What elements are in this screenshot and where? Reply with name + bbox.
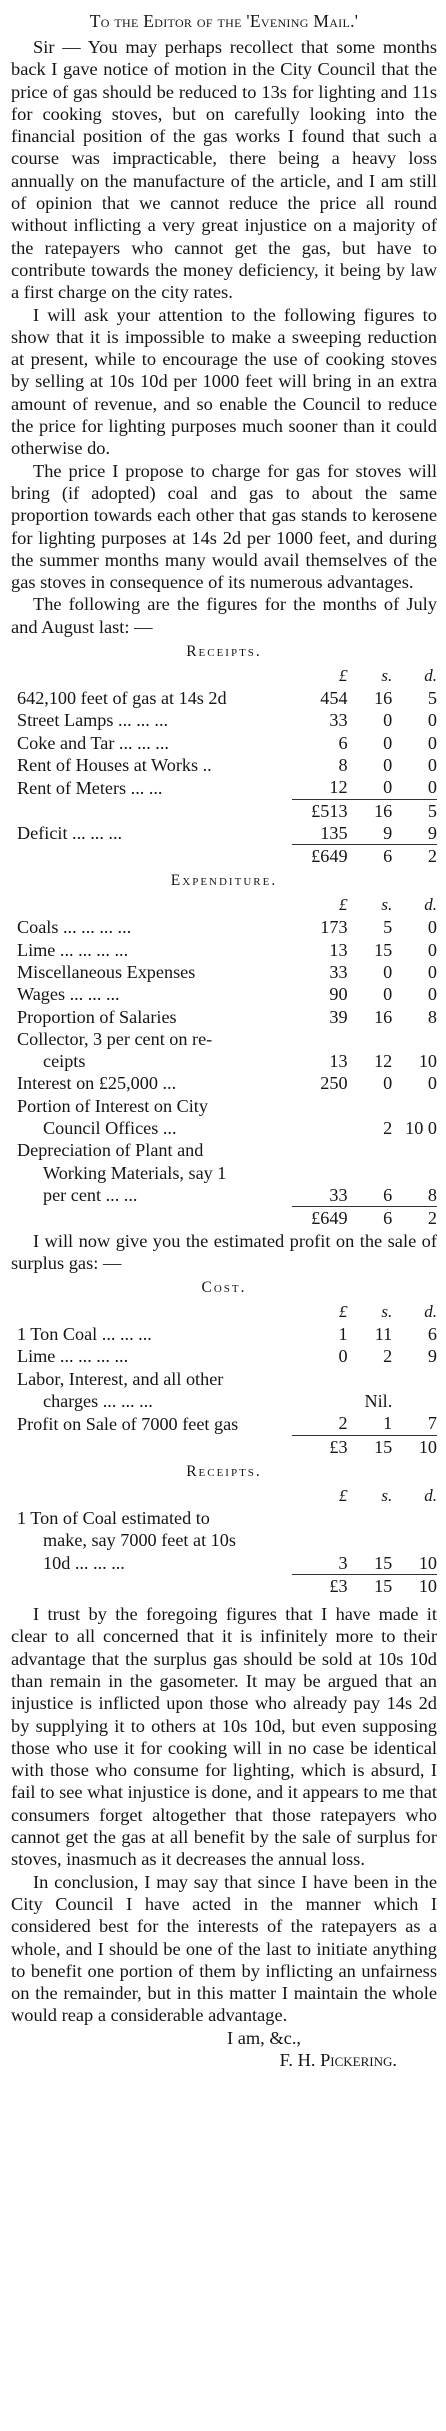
expenditure-pence: 10 [418,1051,437,1072]
receipts-table [11,665,437,867]
cost-total-shillings: 15 [348,1435,393,1458]
deficit-pounds: 135 [320,822,348,843]
cost-row [11,1323,437,1345]
expenditure-shillings [348,1095,393,1117]
receipts-shillings: 16 [374,688,393,709]
deficit-shillings: 9 [383,822,393,843]
expenditure-pence: 0 [427,1073,437,1094]
intro-paragraph-3: The price I propose to charge for gas for stoves will bring (if adopted) coal and gas to about the same proportion towards each other that gas stands to kerosene for lighting purposes at 14s 2d per 1000 feet, and during the summer months many would avail themselves of the gas stoves in consequence of its numerous advantages. [11,460,437,593]
receipts2-total-pence: 10 [392,1574,437,1597]
receipts2-total-shillings: 15 [348,1574,393,1597]
expenditure-item-label: per cent ... ... [43,1185,138,1206]
receipts-shillings: 0 [383,732,393,753]
deficit-row [11,822,437,845]
receipts-total-shillings: 6 [348,845,393,868]
cost-total-pence: 10 [392,1435,437,1458]
expenditure-pence [392,1028,437,1050]
signature: F. H. Pickering. [279,2050,397,2071]
receipts2-pounds [292,1529,347,1551]
expenditure-shillings: 0 [383,1073,393,1094]
receipts-shillings: 0 [383,777,393,798]
expenditure-shillings: 12 [374,1051,393,1072]
cost-pence: 6 [427,1324,437,1345]
expenditure-row [11,983,437,1005]
receipts-total-row [11,845,437,868]
receipts-row [11,732,437,754]
cost-pounds: 0 [338,1346,348,1367]
pounds-header: £ [339,1302,348,1322]
expenditure-pence: 8 [427,1006,437,1027]
expenditure-pounds [292,1117,347,1139]
expenditure-shillings [348,1139,393,1161]
expenditure-row [11,1095,437,1117]
expenditure-shillings: 6 [383,1184,393,1205]
expenditure-shillings [348,1162,393,1184]
cost-pence [392,1390,437,1412]
cost-shillings: 2 [383,1346,393,1367]
cost-row [11,1345,437,1367]
receipts2-pounds: 3 [338,1552,348,1573]
receipts-subtotal-shillings: 16 [348,799,393,822]
expenditure-item-label: Collector, 3 per cent on re- [17,1028,213,1049]
shillings-header: s. [381,1485,393,1505]
shillings-header: s. [381,895,393,915]
pounds-header: £ [339,666,348,686]
cost-table [11,1301,437,1458]
cost-pence: 7 [427,1413,437,1434]
expenditure-item-label: Proportion of Salaries [17,1006,177,1027]
expenditure-pence [392,1162,437,1184]
cost-shillings [348,1368,393,1390]
receipts-subtotal-pence: 5 [392,799,437,822]
letter-heading: To the Editor of the 'Evening Mail.' [89,11,359,31]
currency-header-row [11,894,437,916]
receipts2-total-row [11,1574,437,1597]
receipts2-shillings: 15 [374,1552,393,1573]
receipts2-pence [392,1507,437,1529]
receipts2-shillings [348,1507,393,1529]
intro-paragraph-2: I will ask your attention to the following figures to show that it is impossible to make a sweeping reduction at present, while to encourage the use of cooking stoves by selling at 10s 10d per 1000 feet will bring in an extra amount of revenue, and so enable the Council to reduce the price for lighting purposes much sooner than it could otherwise do. [11,304,437,459]
intro-paragraph-4: The following are the figures for the months of July and August last: — [11,594,437,637]
expenditure-item-label: Portion of Interest on City [17,1095,208,1116]
receipts-total-pence: 2 [392,845,437,868]
cost-item-label: 1 Ton Coal ... ... ... [17,1324,152,1345]
receipts2-pounds [292,1507,347,1529]
cost-title: Cost. [201,1279,247,1297]
receipts-subtotal-pounds: £513 [292,799,347,822]
currency-header-row [11,665,437,687]
pence-header: d. [424,1302,437,1322]
receipts2-shillings [348,1529,393,1551]
expenditure-shillings: 16 [374,1006,393,1027]
expenditure-row [11,1162,437,1184]
expenditure-table [11,894,437,1229]
expenditure-pounds: 33 [329,961,348,982]
receipts2-row [11,1552,437,1575]
pence-header: d. [424,895,437,915]
expenditure-shillings: 5 [383,917,393,938]
cost-item-label: Lime ... ... ... ... [17,1346,129,1367]
expenditure-row [11,1072,437,1094]
receipts-title: Receipts. [186,643,262,661]
expenditure-pounds: 173 [320,917,348,938]
receipts-pounds: 8 [338,754,348,775]
receipts2-pence [392,1529,437,1551]
cost-pounds [292,1390,347,1412]
cost-pounds [292,1368,347,1390]
currency-header-row [11,1301,437,1323]
cost-shillings: 11 [374,1324,393,1345]
pounds-header: £ [339,1485,348,1505]
expenditure-item-label: Lime ... ... ... ... [17,939,129,960]
expenditure-row [11,961,437,983]
receipts-row [11,687,437,709]
closing-paragraph-1: I trust by the foregoing figures that I have made it clear to all concerned that it is infinitely more to their advantage that the surplus gas should be sold at 10s 10d than remain in the gasometer. It may be argued that an injustice is inflicted upon those who already pay 14s 2d by supplying it to others at 10s 10d, but even supposing those who use it for cooking will in no case be identical with those who consume for lighting, which is absurd, I fail to see what injustice is done, and it appears to me that consumers forget altogether that those ratepayers who cannot get the gas at all benefit by the sale of surplus for stoves, inasmuch as it decreases the annual loss. [11,1604,437,1870]
expenditure-row [11,916,437,938]
receipts2-row [11,1529,437,1551]
receipts2-title: Receipts. [186,1462,262,1480]
receipts-item-label: 642,100 feet of gas at 14s 2d [17,688,227,709]
receipts-shillings: 0 [383,710,393,731]
expenditure-pence [392,1095,437,1117]
expenditure-pounds: 90 [329,984,348,1005]
cost-item-label: charges ... ... ... [43,1391,153,1412]
intro-paragraph-1: Sir — You may perhaps recollect that some months back I gave notice of motion in the City Council that the price of gas should be reduced to 13s for lighting and 11s for cooking stoves, but on carefully looking into the financial position of the gas works I found that such a course was impracticable, there being a heavy loss annually on the manufacture of the article, and I am still of opinion that we cannot reduce the price all round without inflicting a very great injustice on a majority of the ratepayers who cannot get the gas, but have to contribute towards the money deficiency, it being by law a first charge on the city rates. [11,37,437,303]
cost-total-row [11,1435,437,1458]
receipts-pence: 0 [427,732,437,753]
receipts2-row [11,1507,437,1529]
receipts-subtotal-row [11,799,437,822]
expenditure-pence [392,1139,437,1161]
cost-row [11,1368,437,1390]
receipts-pounds: 33 [329,710,348,731]
expenditure-pence: 0 [427,939,437,960]
receipts-pence: 0 [427,710,437,731]
pence-header: d. [424,1485,437,1505]
cost-item-label: Profit on Sale of 7000 feet gas [17,1413,239,1434]
expenditure-item-label: Working Materials, say 1 [43,1162,227,1183]
expenditure-pounds: 13 [329,939,348,960]
cost-item-label: Labor, Interest, and all other [17,1368,224,1389]
cost-pence [392,1368,437,1390]
expenditure-item-label: Interest on £25,000 ... [17,1073,177,1094]
expenditure-shillings: 0 [383,984,393,1005]
expenditure-row [11,1139,437,1161]
cost-pence: 9 [427,1346,437,1367]
expenditure-pence: 0 [427,917,437,938]
cost-row [11,1412,437,1435]
shillings-header: s. [381,666,393,686]
cost-pounds: 1 [338,1324,348,1345]
expenditure-pounds: 33 [329,1184,348,1205]
expenditure-item-label: Coals ... ... ... ... [17,917,132,938]
receipts2-table [11,1485,437,1597]
receipts-pence: 5 [427,688,437,709]
expenditure-pence: 8 [427,1184,437,1205]
receipts2-total-pounds: £3 [292,1574,347,1597]
cost-row [11,1390,437,1412]
expenditure-title: Expenditure. [170,872,278,890]
expenditure-row [11,1184,437,1207]
expenditure-total-row [11,1207,437,1230]
expenditure-item-label: Wages ... ... ... [17,984,120,1005]
receipts-row [11,776,437,799]
receipts2-pence: 10 [418,1552,437,1573]
expenditure-pounds [292,1095,347,1117]
receipts2-item-label: 1 Ton of Coal estimated to [17,1507,210,1528]
expenditure-total-pence: 2 [392,1207,437,1230]
receipts-shillings: 0 [383,754,393,775]
expenditure-row [11,1117,437,1139]
cost-pounds: 2 [338,1413,348,1434]
expenditure-row [11,1028,437,1050]
expenditure-row [11,1006,437,1028]
deficit-label: Deficit ... ... ... [17,823,123,844]
receipts-total-pounds: £649 [292,845,347,868]
deficit-pence: 9 [427,822,437,843]
receipts-pounds: 6 [338,732,348,753]
expenditure-row [11,939,437,961]
receipts-item-label: Coke and Tar ... ... ... [17,732,169,753]
receipts2-item-label: 10d ... ... ... [43,1553,125,1574]
receipts-item-label: Rent of Meters ... ... [17,777,163,798]
expenditure-pounds [292,1139,347,1161]
pence-header: d. [424,666,437,686]
pounds-header: £ [339,895,348,915]
expenditure-pounds [292,1028,347,1050]
expenditure-pence: 10 0 [405,1118,437,1139]
receipts-row [11,709,437,731]
expenditure-pounds: 250 [320,1073,348,1094]
expenditure-pence: 0 [427,961,437,982]
receipts2-item-label: make, say 7000 feet at 10s [43,1530,236,1551]
expenditure-item-label: Council Offices ... [43,1118,177,1139]
expenditure-item-label: Depreciation of Plant and [17,1140,204,1161]
expenditure-total-shillings: 6 [348,1207,393,1230]
expenditure-shillings: 0 [383,961,393,982]
receipts-item-label: Rent of Houses at Works .. [17,754,212,775]
receipts-row [11,754,437,776]
closing-paragraph-2: In conclusion, I may say that since I have been in the City Council I have acted in the manner which I considered best for the interests of the ratepayers as a whole, and I should be one of the last to initiate anything to benefit one portion of them by inflicting an unfairness on the remainder, but in this matter I maintain the whole would reap a considerable advantage. [11,1871,437,2026]
receipts-pounds: 12 [329,777,348,798]
expenditure-pence: 0 [427,984,437,1005]
cost-total-pounds: £3 [292,1435,347,1458]
receipts-item-label: Street Lamps ... ... ... [17,710,169,731]
receipts-pounds: 454 [320,688,348,709]
expenditure-shillings: 2 [383,1118,393,1139]
expenditure-shillings: 15 [374,939,393,960]
currency-header-row [11,1485,437,1507]
expenditure-pounds: 13 [329,1051,348,1072]
signoff: I am, &c., [226,2027,302,2048]
expenditure-item-label: ceipts [43,1051,86,1072]
expenditure-row [11,1050,437,1072]
receipts-pence: 0 [427,777,437,798]
expenditure-shillings [348,1028,393,1050]
expenditure-pounds [292,1162,347,1184]
expenditure-pounds: 39 [329,1006,348,1027]
surplus-intro-paragraph: I will now give you the estimated profit on the sale of surplus gas: — [11,1230,437,1273]
expenditure-total-pounds: £649 [292,1207,347,1230]
shillings-header: s. [381,1302,393,1322]
cost-shillings: 1 [383,1413,393,1434]
receipts-pence: 0 [427,754,437,775]
cost-shillings: Nil. [364,1391,393,1412]
expenditure-item-label: Miscellaneous Expenses [17,961,196,982]
